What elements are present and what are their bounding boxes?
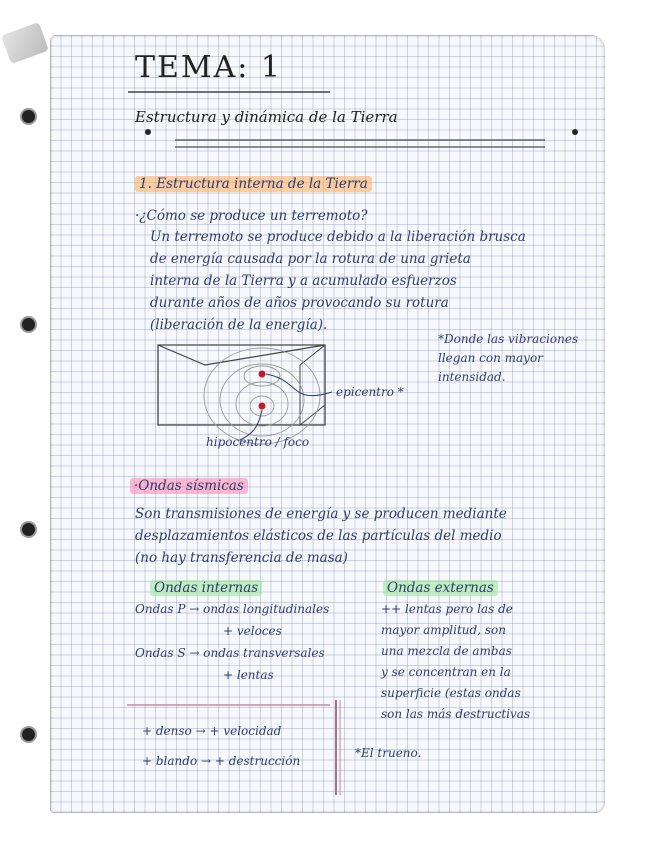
side-note-line: intensidad.: [438, 370, 506, 384]
externas-line: superficie (estas ondas: [381, 686, 521, 700]
paragraph1-line: de energía causada por la rotura de una grieta: [150, 251, 471, 267]
hipocentro-label: hipocentro / foco: [206, 435, 310, 449]
page-title: TEMA: 1: [135, 50, 283, 85]
paragraph1-line: (liberación de la energía).: [150, 317, 328, 333]
externas-heading: [383, 577, 498, 599]
internas-line: + lentas: [223, 668, 274, 682]
internas-title: Ondas internas: [150, 580, 262, 596]
externas-line: y se concentran en la: [381, 665, 511, 679]
page-subtitle: Estructura y dinámica de la Tierra: [135, 108, 398, 126]
paragraph1-line: Un terremoto se produce debido a la liberación brusca: [150, 229, 526, 245]
externas-line: mayor amplitud, son: [381, 623, 506, 637]
section2-title: ·Ondas sísmicas: [130, 478, 248, 494]
externas-list: [381, 600, 530, 726]
paragraph2-line: (no hay transferencia de masa): [135, 550, 348, 566]
trueno-note: *El trueno.: [355, 746, 422, 760]
paragraph1-line: interna de la Tierra y a acumulado esfuerzos: [150, 273, 457, 289]
paragraph2: [135, 503, 507, 569]
section1-number: 1.: [139, 176, 152, 192]
internas-list: [135, 600, 329, 688]
epicentro-label: epicentro *: [336, 385, 404, 399]
internas-line: Ondas P → ondas longitudinales: [135, 602, 330, 616]
side-note-line: *Donde las vibraciones: [438, 332, 579, 346]
externas-line: una mezcla de ambas: [381, 644, 512, 658]
externas-line: ++ lentas pero las de: [381, 602, 513, 616]
internas-line: + veloces: [223, 624, 282, 638]
internas-line: Ondas S → ondas transversales: [135, 646, 325, 660]
externas-line: son las más destructivas: [381, 707, 531, 721]
paragraph2-line: desplazamientos elásticos de las partículas del medio: [135, 528, 502, 544]
softness-line: + blando → + destrucción: [142, 754, 301, 768]
density-line: + denso → + velocidad: [142, 724, 282, 738]
internas-heading: [150, 577, 262, 599]
paragraph2-line: Son transmisiones de energía y se producen mediante: [135, 506, 507, 522]
section1-title: Estructura interna de la Tierra: [156, 176, 368, 192]
question: ·¿Cómo se produce un terremoto?: [135, 208, 368, 224]
externas-title: Ondas externas: [383, 580, 498, 596]
side-note-line: llegan con mayor: [438, 351, 543, 365]
paragraph1-line: durante años de años provocando su rotura: [150, 295, 449, 311]
section2-heading: [130, 475, 248, 497]
